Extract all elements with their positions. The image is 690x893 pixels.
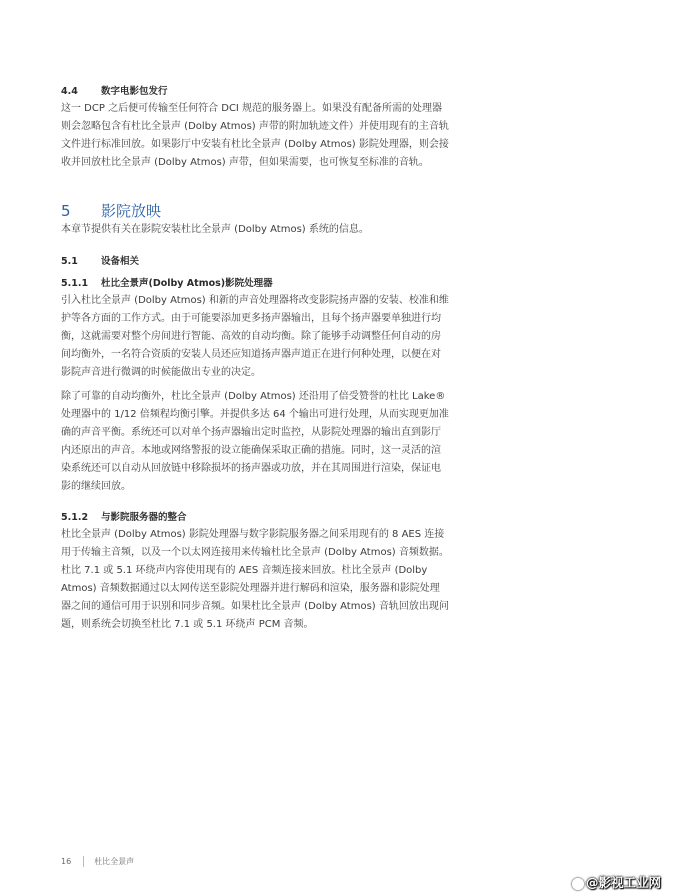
text-line: 影的继续回放。 xyxy=(61,481,131,492)
chapter-5-heading xyxy=(61,200,161,221)
watermark xyxy=(572,873,661,891)
section-title: 与影院服务器的整合 xyxy=(101,512,187,523)
section-number: 5.1 xyxy=(61,256,78,267)
section-5-1-1-heading xyxy=(61,275,273,289)
text-line: 这一 DCP 之后便可传输至任何符合 DCI 规范的服务器上。如果没有配备所需的处理器 xyxy=(61,103,443,114)
text-line: 器之间的通信可用于识别和同步音频。如果杜比全景声 (Dolby Atmos) 音轨回放出现问 xyxy=(61,601,449,612)
text-line: 杜比 7.1 或 5.1 环绕声内容使用现有的 AES 音频连接来回放。杜比全景声 (Dolby xyxy=(61,565,428,576)
text-line: 收并回放杜比全景声 (Dolby Atmos) 声带，但如果需要，也可恢复至标准的音轨。 xyxy=(61,157,429,168)
footer-divider xyxy=(83,856,84,867)
page-number: 16 xyxy=(61,857,72,866)
page-footer xyxy=(61,856,134,867)
chapter-5-intro xyxy=(61,221,466,239)
text-line: 确的声音平衡。系统还可以对单个扬声器输出定时监控，从影院处理器的输出直到影厅 xyxy=(61,427,441,438)
section-4-4-body xyxy=(61,100,466,172)
text-line: 题，则系统会切换至杜比 7.1 或 5.1 环绕声 PCM 音频。 xyxy=(61,619,314,630)
section-5-1-heading xyxy=(61,253,139,267)
section-title: 杜比全景声(Dolby Atmos)影院处理器 xyxy=(101,278,273,289)
watermark-logo-icon xyxy=(572,878,584,890)
text-line: 用于传输主音频，以及一个以太网连接用来传输杜比全景声 (Dolby Atmos) 音频数据。 xyxy=(61,547,449,558)
section-number: 4.4 xyxy=(61,86,78,97)
text-line: 则会忽略包含有杜比全景声 (Dolby Atmos) 声带的附加轨迹文件）并使用现有的主音轨 xyxy=(61,121,449,132)
text-line: 护等各方面的工作方式。由于可能要添加更多扬声器输出，且每个扬声器要单独进行均 xyxy=(61,313,441,324)
section-4-4-heading xyxy=(61,83,168,97)
text-line: 引入杜比全景声 (Dolby Atmos) 和新的声音处理器将改变影院扬声器的安装、校准和维 xyxy=(61,295,449,306)
section-5-1-1-para-2 xyxy=(61,388,466,496)
text-line: 文件进行标准回放。如果影厅中安装有杜比全景声 (Dolby Atmos) 影院处理器，则会接 xyxy=(61,139,449,150)
section-5-1-1-para-1 xyxy=(61,292,466,382)
text-line: 内还原出的声音。本地或网络警报的设立能确保采取正确的措施。同时，这一灵活的渲 xyxy=(61,445,441,456)
footer-doc-title: 杜比全景声 xyxy=(94,857,135,866)
chapter-title: 影院放映 xyxy=(101,202,162,220)
section-5-1-2-heading xyxy=(61,509,187,523)
text-line: 染系统还可以自动从回放链中移除损坏的扬声器或功放，并在其周围进行渲染，保证电 xyxy=(61,463,441,474)
text-line: 处理器中的 1/12 倍频程均衡引擎。并提供多达 64 个输出可进行处理，从而实现更加准 xyxy=(61,409,449,420)
section-number: 5.1.2 xyxy=(61,512,89,523)
chapter-number: 5 xyxy=(61,202,71,220)
section-title: 设备相关 xyxy=(101,256,140,267)
section-number: 5.1.1 xyxy=(61,278,89,289)
text-line: 影院声音进行微调的时候能做出专业的决定。 xyxy=(61,367,261,378)
text-line: 本章节提供有关在影院安装杜比全景声 (Dolby Atmos) 系统的信息。 xyxy=(61,224,369,235)
section-title: 数字电影包发行 xyxy=(101,86,168,97)
text-line: 杜比全景声 (Dolby Atmos) 影院处理器与数字影院服务器之间采用现有的 8 AES 连接 xyxy=(61,529,445,540)
text-line: Atmos) 音频数据通过以太网传送至影院处理器并进行解码和渲染，服务器和影院处理 xyxy=(61,583,440,594)
watermark-text: @影视工业网 xyxy=(586,875,662,890)
text-line: 除了可靠的自动均衡外，杜比全景声 (Dolby Atmos) 还沿用了倍受赞誉的杜比 Lake® xyxy=(61,391,446,402)
section-5-1-2-body xyxy=(61,526,466,634)
text-line: 衡，这就需要对整个房间进行智能、高效的自动均衡。除了能够手动调整任何自动的房 xyxy=(61,331,441,342)
text-line: 间均衡外，一名符合资质的安装人员还应知道扬声器声道正在进行何种处理，以便在对 xyxy=(61,349,441,360)
